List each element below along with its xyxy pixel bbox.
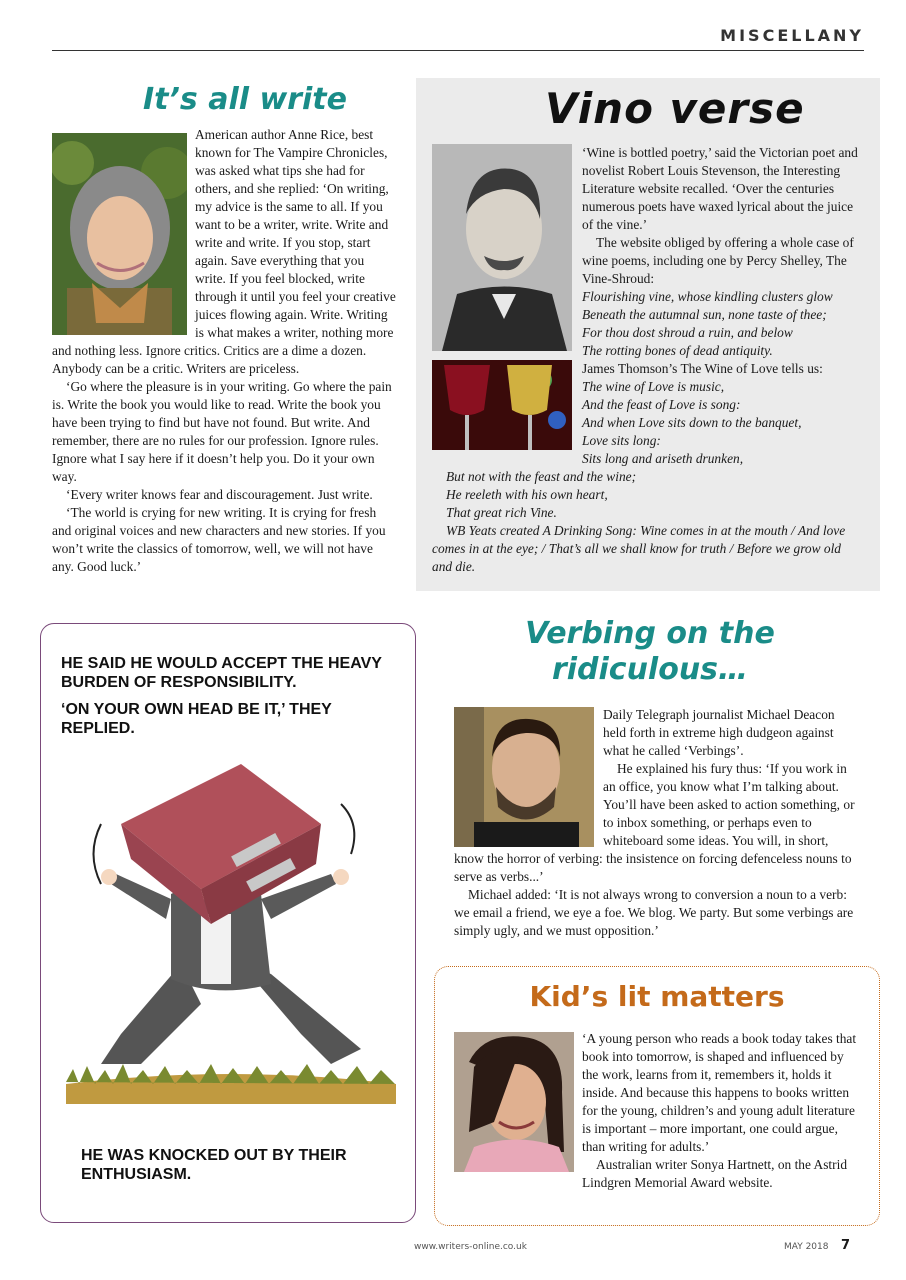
poem-line: The wine of Love is music, (582, 379, 725, 394)
poem-line: He reeleth with his own heart, (446, 487, 608, 502)
poem-line: Sits long and ariseth drunken, (582, 451, 744, 466)
article4-title: Kid’s lit matters (529, 980, 785, 1013)
article2-p1: ‘Wine is bottled poetry,’ said the Victorian poet and novelist Robert Louis Stevenson, the Interesting Literature website recalled. ‘Over the centuries numerous poets have waxed lyrical about the juice of the vine.’ (582, 145, 858, 232)
article3-title (430, 616, 870, 688)
article3-p1: Daily Telegraph journalist Michael Deacon held forth in extreme high dudgeon against what he called ‘Verbings’. (603, 707, 835, 758)
article1-p4: ‘The world is crying for new writing. It is crying for fresh and original voices and new characters and new stories. If you won’t write the classics of tomorrow, well, we will not have any. Good luck.’ (52, 505, 386, 574)
article3-p2: He explained his fury thus: ‘If you work in an office, you know what I’m talking about. You’ll have been asked to action something, or to inbox something, or perhaps even to whiteboard some ideas. You will, in short, know the horror of verbing: the insistence on forcing defenceless nouns to serve as verbs...’ (454, 761, 855, 884)
poem-line: That great rich Vine. (446, 505, 557, 520)
poem-line: For thou dost shroud a ruin, and below (582, 325, 793, 340)
article1-p2: ‘Go where the pleasure is in your writing. Go where the pain is. Write the book you would like to read. Write the book you have been trying to find but have not found. But write. And remember, there are no rules for our profession. Ignore rules. Ignore what I say here if it doesn’t help you. Do it your own way. (52, 379, 392, 484)
section-label: MISCELLANY (720, 26, 864, 45)
article2-p3: James Thomson’s The Wine of Love tells us: (582, 361, 823, 376)
poem-line: Love sits long: (582, 433, 661, 448)
photo-wrap-spacer (52, 126, 195, 336)
article2-p4: WB Yeats created A Drinking Song: Wine comes in at the mouth / And love comes in at the eye; / That’s all we shall know for truth / Before we grow old and die. (432, 523, 846, 574)
poem-line: The rotting bones of dead antiquity. (582, 343, 773, 358)
article4-p1: ‘A young person who reads a book today takes that book into tomorrow, is shaped and influenced by the work, learns from it, remembers it, holds it inside. And because this happens to books written for the young, children’s and young adult literature is important – more important, one could argue, than writing for adults.’ (582, 1031, 857, 1154)
cartoon-panel (40, 623, 416, 1223)
cartoon-caption-top (61, 654, 401, 738)
article2-title: Vino verse (545, 84, 805, 133)
article2-p2: The website obliged by offering a whole case of wine poems, including one by Percy Shelley, The Vine-Shroud: (582, 235, 854, 286)
caption-top-1: HE SAID HE WOULD ACCEPT THE HEAVY BURDEN OF RESPONSIBILITY. (61, 655, 382, 691)
article1-p3: ‘Every writer knows fear and discouragement. Just write. (66, 487, 373, 502)
cartoon-illustration (61, 764, 401, 1104)
article4-p2: Australian writer Sonya Hartnett, on the Astrid Lindgren Memorial Award website. (582, 1157, 848, 1190)
cartoon-caption-bottom: HE WAS KNOCKED OUT BY THEIR ENTHUSIASM. (81, 1147, 347, 1183)
article3-body (454, 706, 860, 940)
poem-line: But not with the feast and the wine; (446, 469, 637, 484)
caption-top-2: ‘ON YOUR OWN HEAD BE IT,’ THEY REPLIED. (61, 701, 332, 737)
thomson-poem-cont (432, 468, 862, 522)
article3-title-line1: Verbing on the (525, 616, 775, 651)
photo-wrap-spacer (454, 1030, 582, 1178)
poem-line: Beneath the autumnal sun, none taste of thee; (582, 307, 827, 322)
article3-title-line2: ridiculous… (551, 652, 749, 687)
article3-p3: Michael added: ‘It is not always wrong to conversion a noun to a verb: we email a friend, we eye a foe. We blog. We party. But some verbings are simply ugly, and we must opposition.’ (454, 887, 854, 938)
article1-p1: American author Anne Rice, best known for The Vampire Chronicles, was asked what tips she had for others, and she replied: ‘On writing, my advice is the same to all. If you want to be a writer, write. Write and write and write. If you stop, start again. Save everything that you write. If you feel blocked, write through it until you feel your creative juices flowing again. Write. Writing is what makes a writer, nothing more and nothing less. Ignore critics. Critics are a dime a dozen. Anybody can be a critic. Writers are priceless. (52, 127, 396, 376)
poem-line: And the feast of Love is song: (582, 397, 741, 412)
article4-body (454, 1030, 860, 1192)
poem-line: Flourishing vine, whose kindling clusters glow (582, 289, 833, 304)
photo-wrap-spacer (454, 706, 603, 850)
footer-date: MAY 2018 (784, 1242, 829, 1252)
photo-wrap-spacer (432, 144, 582, 459)
footer-url[interactable]: www.writers-online.co.uk (414, 1242, 527, 1252)
article1-body (52, 126, 398, 576)
header-rule (52, 50, 864, 51)
poem-line: And when Love sits down to the banquet, (582, 415, 802, 430)
article2-body (432, 144, 862, 576)
page-number: 7 (841, 1238, 851, 1253)
article1-title: It’s all write (143, 82, 347, 117)
